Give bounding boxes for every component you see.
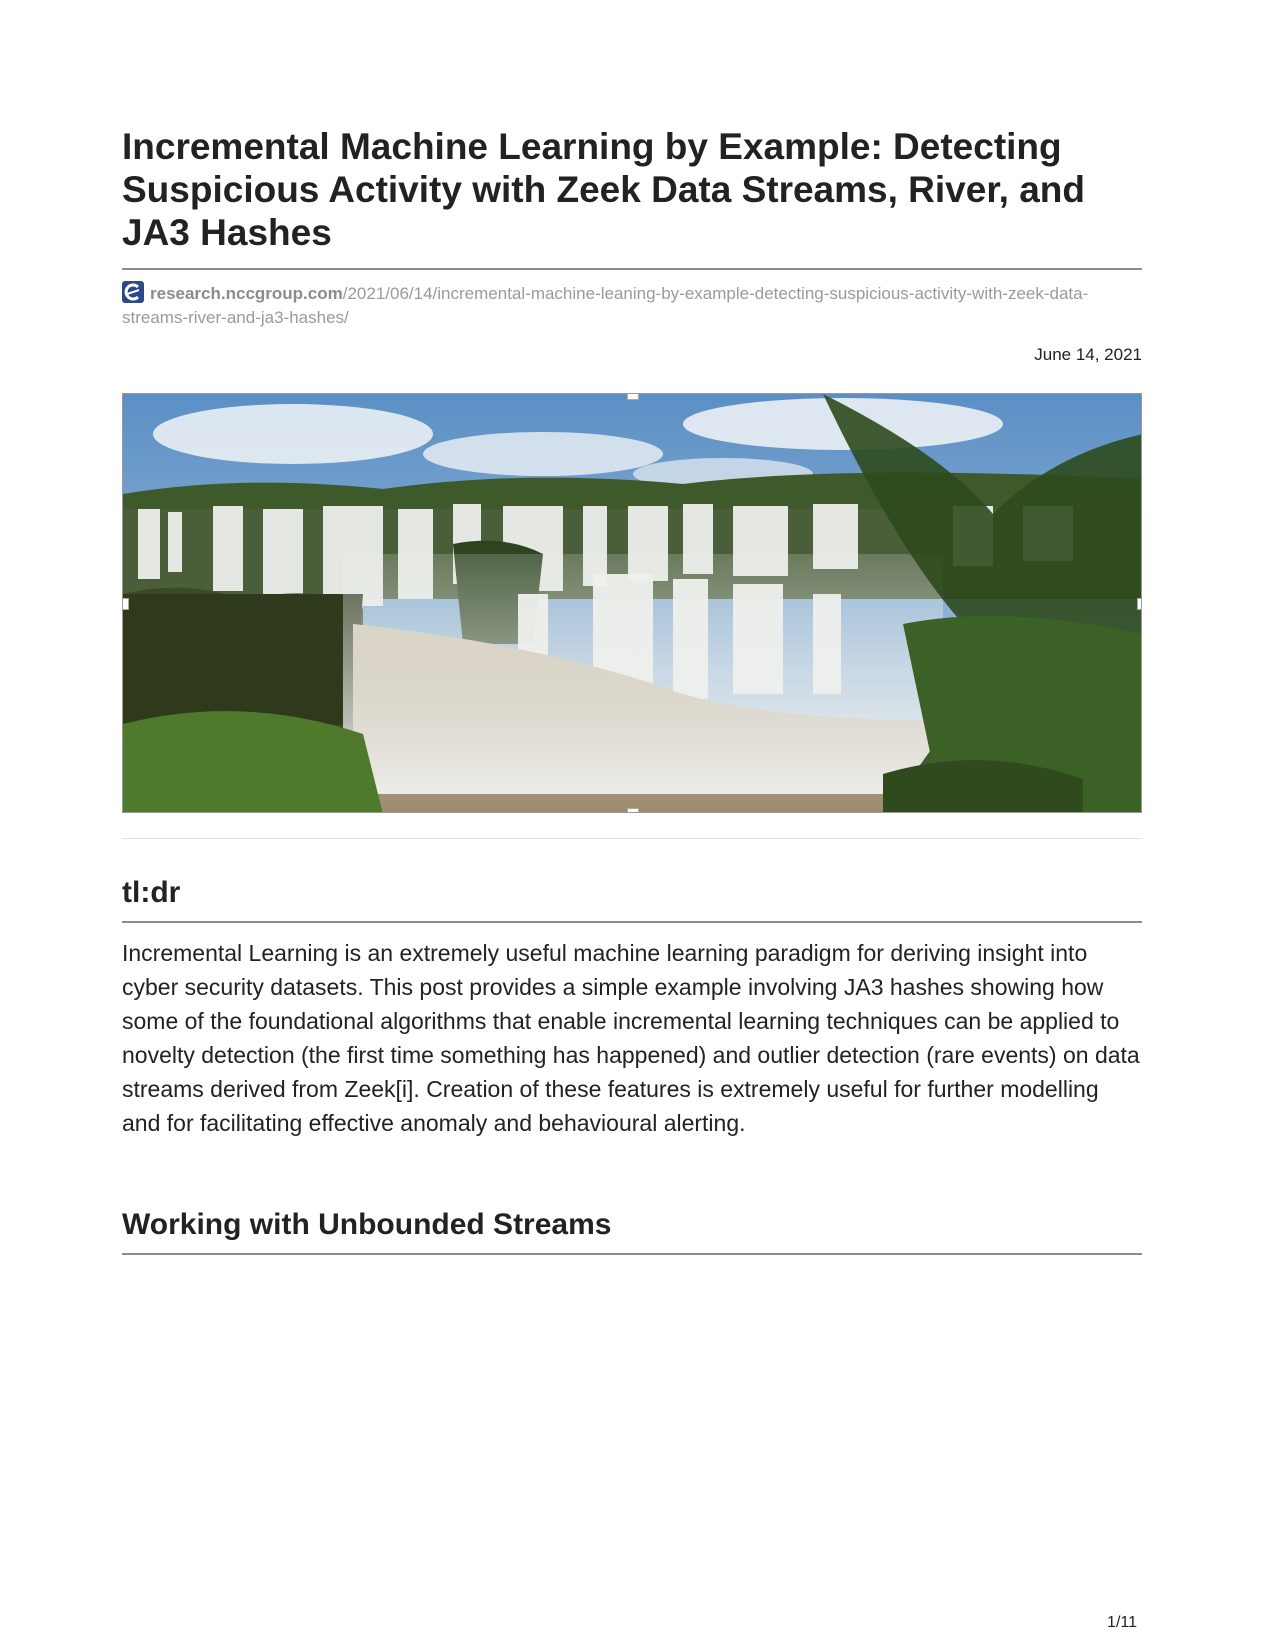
source-domain: research.nccgroup.com bbox=[150, 284, 343, 303]
tldr-paragraph: Incremental Learning is an extremely useful machine learning paradigm for deriving insight into cyber security datasets. This post provides a simple example involving JA3 hashes showing how some of the foundational algorithms that enable incremental learning techniques can be applied to novelty detection (the first time something has happened) and outlier detection (rare events) on data streams derived from Zeek[i]. Creation of these features is extremely useful for further modelling and for facilitating effective anomaly and behavioural alerting. bbox=[122, 940, 1140, 1136]
section-heading-tldr: tl:dr bbox=[122, 876, 181, 909]
resize-handle-left bbox=[122, 598, 129, 610]
page-number: 1/11 bbox=[1107, 1614, 1137, 1631]
streams-divider bbox=[122, 1253, 1142, 1255]
nccgroup-favicon-icon bbox=[122, 281, 144, 303]
title-divider bbox=[122, 268, 1142, 270]
image-divider bbox=[122, 838, 1142, 839]
source-url[interactable] bbox=[122, 281, 1142, 330]
article-title: Incremental Machine Learning by Example: Detecting Suspicious Activity with Zeek Data Streams, River, and JA3 Hashes bbox=[122, 126, 1086, 253]
source-path: /2021/06/14/incremental-machine-leaning-by-example-detecting-suspicious-activity-with-zeek-data-streams-river-and-ja3-hashes/ bbox=[122, 284, 1089, 327]
section-heading-unbounded-streams: Working with Unbounded Streams bbox=[122, 1208, 612, 1241]
tldr-divider bbox=[122, 921, 1142, 923]
waterfall-landscape-image bbox=[122, 393, 1142, 813]
resize-handle-top bbox=[627, 393, 639, 400]
publish-date: June 14, 2021 bbox=[1034, 345, 1142, 364]
